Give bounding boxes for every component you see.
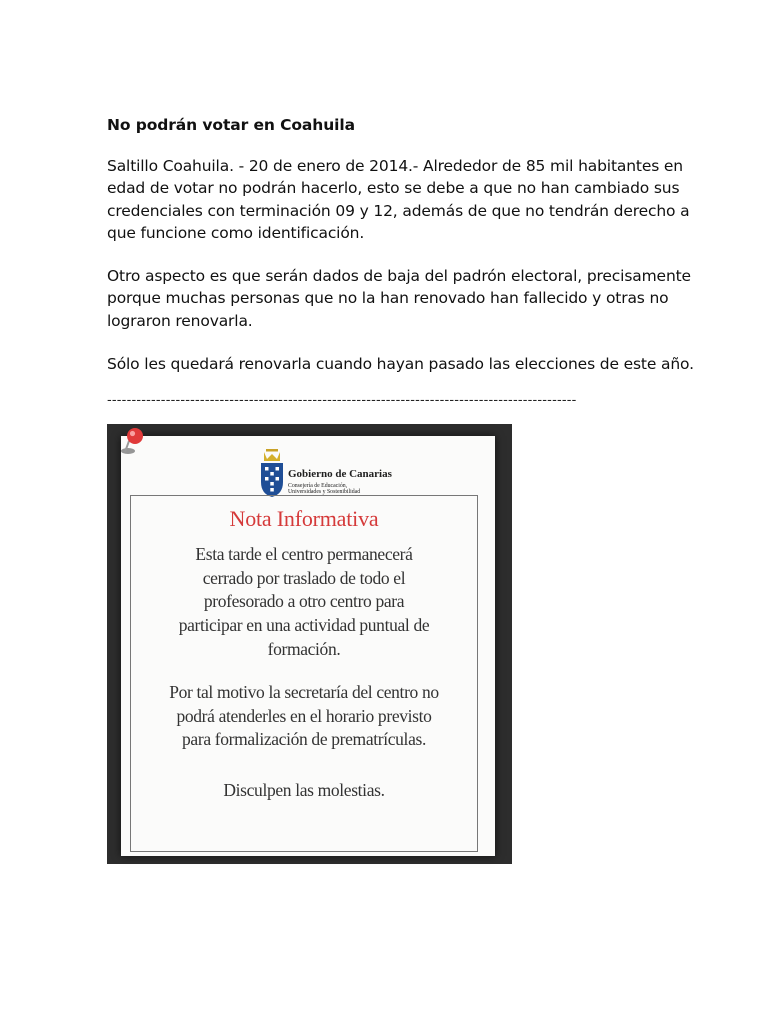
text-line: Esta tarde el centro permanecerá [195,544,413,564]
text-line: credenciales con terminación 09 y 12, además de que no tendrán derecho a [107,201,690,220]
notice-body-1 [139,543,469,662]
text-line: Consejería de Educación, [288,483,348,489]
notice-card [121,436,495,856]
government-logo [259,448,399,500]
text-line: participar en una actividad puntual de [178,615,430,636]
text-line: profesorado a otro centro para [203,591,405,612]
pushpin-icon [117,424,151,458]
notice-closing: Disculpen las molestias. [223,780,385,800]
text-line: Otro aspecto es que serán dados de baja del padrón electoral, precisamente [107,267,691,285]
text-line: lograron renovarla. [107,311,253,330]
coat-of-arms-icon [259,448,285,498]
text-line: Sólo les quedará renovarla cuando hayan pasado las elecciones de este año. [107,355,694,373]
text-line: Universidades y Sostenibilidad [288,489,361,496]
text-line: Saltillo Coahuila. - 20 de enero de 2014.- Alrededor de 85 mil habitantes en [107,157,683,175]
article-paragraph-3 [107,353,694,375]
text-line: porque muchas personas que no la han renovado han fallecido y otras no [107,289,669,308]
dashed-divider: ------------------------------------------------------------------------------------------------ [107,393,577,408]
text-line: para formalización de prematrículas. [182,729,426,750]
text-line: podrá atenderles en el horario previsto [176,705,432,726]
notice-frame [130,495,478,852]
text-line: que funcione como identificación. [107,223,365,242]
notice-heading: Nota Informativa [229,506,379,531]
article-paragraph-2 [107,265,691,332]
text-line: Por tal motivo la secretaría del centro no [169,682,439,702]
department-name [288,483,392,496]
organization-name: Gobierno de Canarias [288,468,392,480]
article-paragraph-1 [107,155,690,244]
text-line: edad de votar no podrán hacerlo, esto se debe a que no han cambiado sus [107,179,680,198]
article-title: No podrán votar en Coahuila [107,116,355,134]
text-line: formación. [267,638,341,659]
notice-image [107,424,512,864]
notice-body-2 [139,681,469,752]
text-line: cerrado por traslado de todo el [202,567,406,588]
